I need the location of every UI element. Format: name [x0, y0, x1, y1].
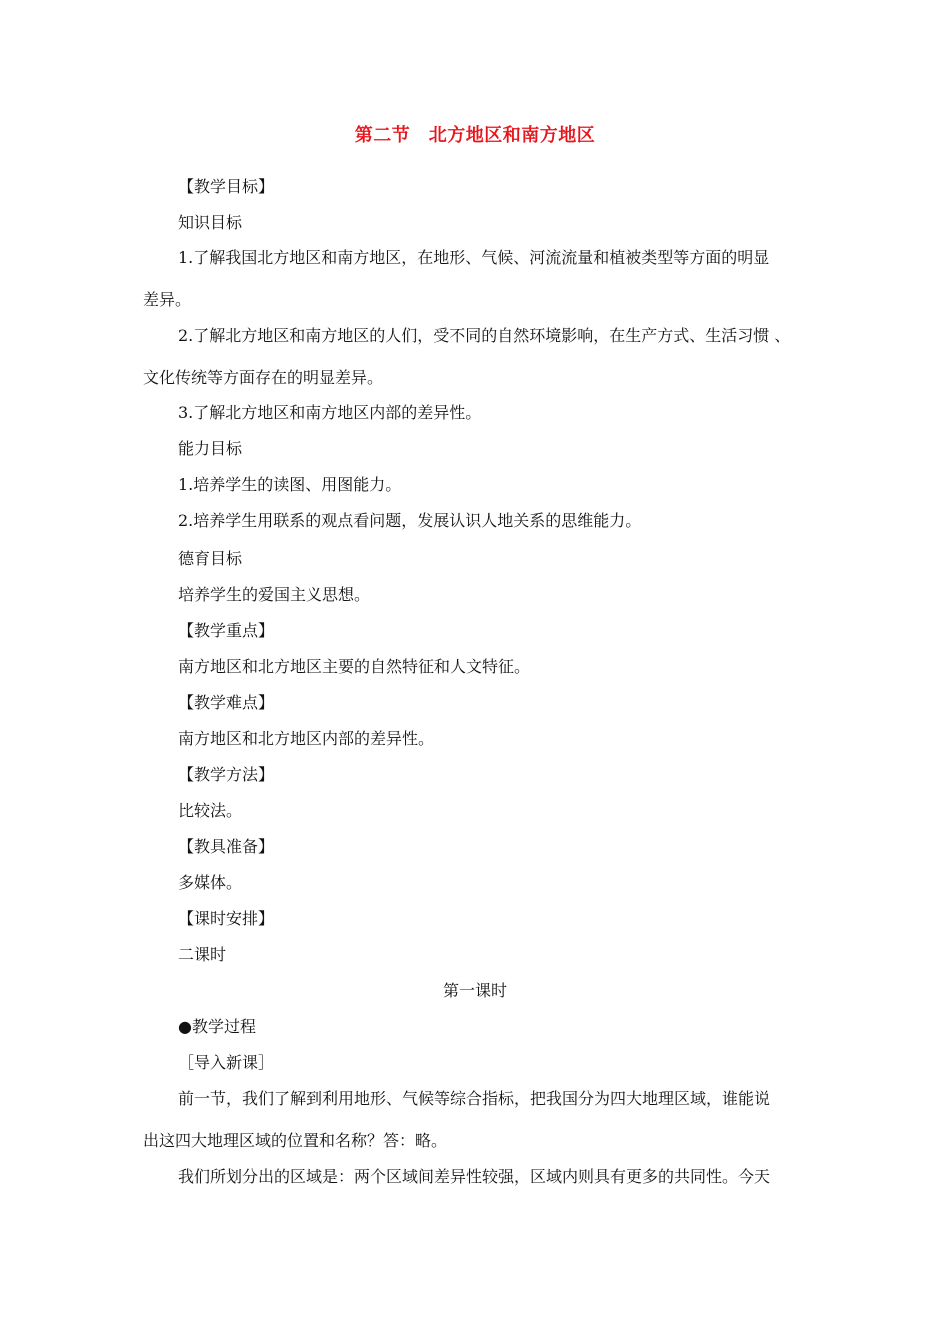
- heading-difficult-points: 【教学难点】: [178, 693, 275, 712]
- section-first-lesson: 第一课时: [442, 981, 507, 1000]
- paragraph-line: 2.了解北方地区和南方地区的人们，受不同的自然环境影响，在生产方式、生活习惯 、: [178, 326, 791, 345]
- paragraph-line: 二课时: [178, 945, 227, 964]
- subheading-knowledge-objectives: 知识目标: [178, 213, 243, 232]
- paragraph-line: 南方地区和北方地区主要的自然特征和人文特征。: [178, 657, 531, 676]
- paragraph-line: 培养学生的爱国主义思想。: [178, 585, 371, 604]
- heading-introduction: ［导入新课］: [178, 1053, 275, 1072]
- document-title: 第二节 北方地区和南方地区: [354, 125, 596, 146]
- paragraph-line: 我们所划分出的区域是：两个区域间差异性较强，区域内则具有更多的共同性。今天: [178, 1167, 771, 1186]
- paragraph-line: 前一节，我们了解到利用地形、气候等综合指标，把我国分为四大地理区域，谁能说: [178, 1089, 771, 1108]
- paragraph-line: 多媒体。: [178, 873, 243, 892]
- heading-teaching-process: ●教学过程: [178, 1017, 256, 1036]
- heading-key-points: 【教学重点】: [178, 621, 275, 640]
- subheading-ability-objectives: 能力目标: [178, 439, 243, 458]
- heading-teaching-objectives: 【教学目标】: [178, 177, 275, 196]
- paragraph-line: 比较法。: [178, 801, 243, 820]
- heading-teaching-aids: 【教具准备】: [178, 837, 275, 856]
- heading-teaching-method: 【教学方法】: [178, 765, 275, 784]
- paragraph-line: 南方地区和北方地区内部的差异性。: [178, 729, 435, 748]
- paragraph-line: 文化传统等方面存在的明显差异。: [143, 368, 384, 387]
- paragraph-line: 1.了解我国北方地区和南方地区，在地形、气候、河流流量和植被类型等方面的明显: [178, 248, 770, 267]
- paragraph-line: 出这四大地理区域的位置和名称？答：略。: [143, 1131, 448, 1150]
- paragraph-line: 1.培养学生的读图、用图能力。: [178, 475, 402, 494]
- paragraph-line: 差异。: [143, 290, 192, 309]
- paragraph-line: 3.了解北方地区和南方地区内部的差异性。: [178, 403, 482, 422]
- subheading-moral-objectives: 德育目标: [178, 549, 243, 568]
- paragraph-line: 2.培养学生用联系的观点看问题，发展认识人地关系的思维能力。: [178, 511, 642, 530]
- heading-class-schedule: 【课时安排】: [178, 909, 275, 928]
